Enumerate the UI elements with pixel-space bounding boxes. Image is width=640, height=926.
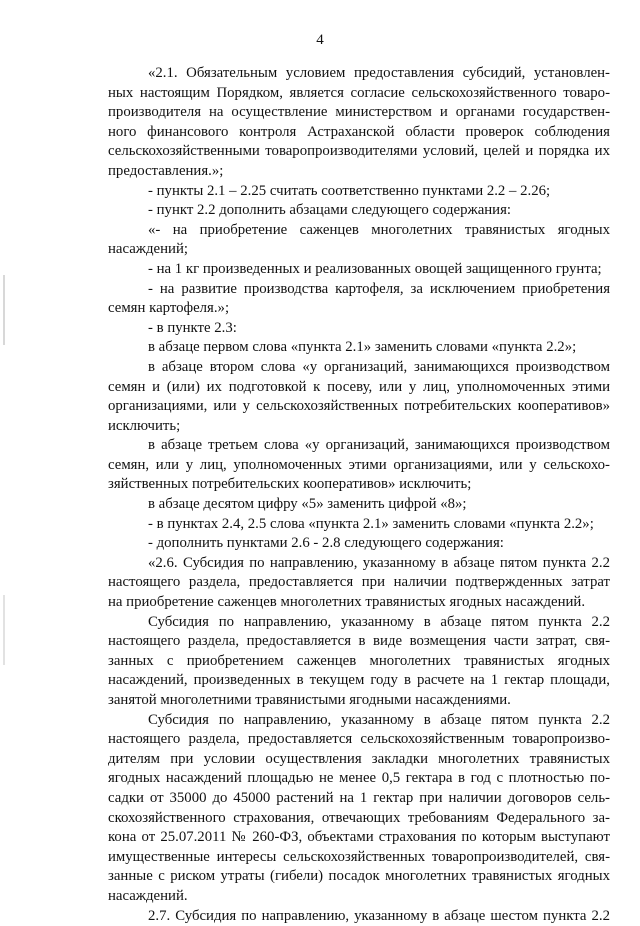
text-line: - пункты 2.1 – 2.25 считать соответственно пунктами 2.2 – 2.26; — [148, 182, 551, 199]
text-line: 2.7. Субсидия по направлению, указанному в абзаце шестом пункта 2.2 — [148, 907, 610, 924]
text-line: ных настоящим Порядком, является согласие сельскохозяйственного товаро- — [108, 84, 610, 101]
text-line: настоящего раздела, предоставляется при наличии подтвержденных затрат — [108, 574, 610, 591]
text-line: «2.6. Субсидия по направлению, указанному в абзаце пятом пункта 2.2 — [148, 554, 610, 571]
text-line: настоящего раздела, предоставляется в виде возмещения части затрат, свя- — [108, 633, 610, 650]
text-line: - на 1 кг произведенных и реализованных овощей защищенного грунта; — [148, 260, 602, 277]
text-line: «2.1. Обязательным условием предоставления субсидий, установлен- — [148, 65, 610, 81]
text-line: - в пункте 2.3: — [148, 319, 237, 336]
text-line: дителям при условии осуществления закладки многолетних травянистых — [108, 750, 610, 767]
text-line: насаждений, произведенных в текущем году в расчете на 1 гектар площади, — [108, 672, 610, 689]
scan-margin-mark — [3, 595, 5, 665]
text-line: - дополнить пунктами 2.6 - 2.8 следующего содержания: — [148, 535, 504, 552]
text-line: насаждений. — [108, 887, 188, 904]
text-line: в абзаце третьем слова «у организаций, занимающихся производством — [148, 437, 610, 454]
text-line: в абзаце втором слова «у организаций, занимающихся производством — [148, 358, 610, 375]
text-line: Субсидия по направлению, указанному в абзаце пятом пункта 2.2 — [148, 711, 610, 728]
text-line: - пункт 2.2 дополнить абзацами следующего содержания: — [148, 202, 512, 219]
text-line: Субсидия по направлению, указанному в абзаце пятом пункта 2.2 — [148, 613, 610, 630]
page-number: 4 — [316, 32, 324, 48]
text-line: сельскохозяйственными товаропроизводителями условий, целей и порядка их — [108, 143, 610, 160]
text-line: в абзаце первом слова «пункта 2.1» заменить словами «пункта 2.2»; — [148, 339, 577, 356]
text-line: имущественные интересы сельскохозяйственных товаропроизводителей, свя- — [108, 848, 610, 865]
text-line: исключить; — [108, 417, 181, 434]
text-line: на приобретение саженцев многолетних травянистых ягодных насаждений. — [108, 594, 586, 611]
text-line: садки от 35000 до 45000 растений на 1 гектар при наличии договоров сель- — [108, 789, 610, 806]
text-line: насаждений; — [108, 241, 188, 258]
scan-margin-mark — [3, 275, 5, 345]
text-line: - на развитие производства картофеля, за исключением приобретения — [148, 280, 610, 297]
document-body — [108, 64, 610, 926]
text-line: занятой многолетними травянистыми ягодными насаждениями. — [108, 692, 511, 708]
text-line: занные с риском утраты (гибели) посадок многолетних травянистых ягодных — [108, 868, 610, 885]
text-line: производителя на осуществление министерством и органами государствен- — [108, 104, 610, 121]
text-line: скохозяйственного страхования, отвечающих требованиям Федерального за- — [108, 809, 610, 826]
text-line: семян, или у лиц, уполномоченных этими организациями, или у сельскохо- — [108, 456, 610, 473]
text-line: предоставления.»; — [108, 162, 224, 179]
text-line: кона от 25.07.2011 № 260-ФЗ, объектами страхования по которым выступают — [108, 829, 610, 846]
text-line: - в пунктах 2.4, 2.5 слова «пункта 2.1» заменить словами «пункта 2.2»; — [148, 515, 594, 532]
text-line: «- на приобретение саженцев многолетних травянистых ягодных — [148, 221, 610, 238]
text-line: семян и (или) их подготовкой к посеву, или у лиц, уполномоченных этими — [108, 378, 610, 395]
text-line: организациями, или у сельскохозяйственных потребительских кооперативов» — [108, 398, 610, 415]
text-line: в абзаце десятом цифру «5» заменить цифрой «8»; — [148, 496, 467, 513]
text-line: ного финансового контроля Астраханской области проверок соблюдения — [108, 123, 610, 140]
text-line: занных с приобретением саженцев многолетних травянистых ягодных — [108, 652, 610, 669]
text-line: семян картофеля.»; — [108, 300, 230, 317]
text-line: зяйственных потребительских кооперативов» исключить; — [108, 476, 472, 493]
text-line: настоящего раздела, предоставляется сельскохозяйственным товаропроизво- — [108, 731, 610, 748]
text-line: ягодных насаждений площадью не менее 0,5 гектара в год с плотностью по- — [108, 770, 610, 787]
